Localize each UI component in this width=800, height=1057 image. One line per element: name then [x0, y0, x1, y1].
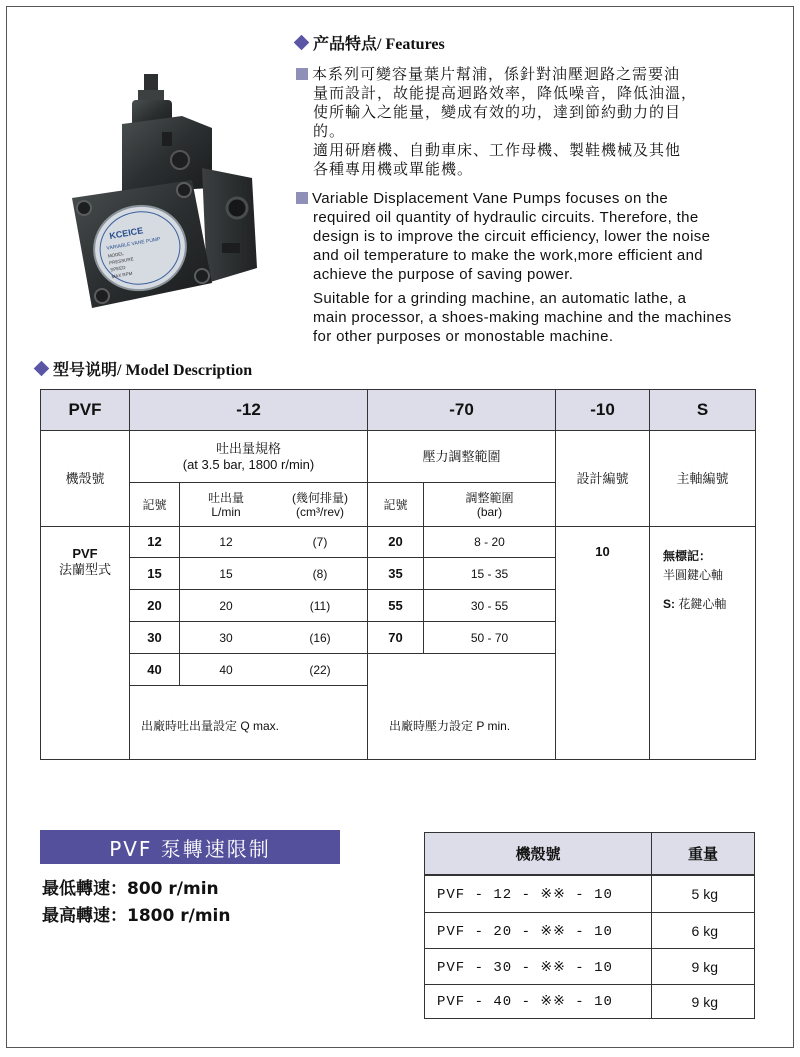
speed-max-value: 1800 r/min — [127, 906, 231, 926]
model-table — [40, 389, 756, 760]
model-heading — [36, 357, 252, 380]
flow-title-text: 吐出量規格 — [215, 441, 281, 456]
col-housing-title: 機殼號 — [65, 470, 105, 486]
features-cn-line: 使所輸入之能量，變成有效的功，達到節約動力的目 — [313, 103, 682, 121]
flow-unit: L/min — [211, 504, 241, 519]
pump-label-line4: SPEED — [109, 264, 126, 273]
disp-subheader — [273, 483, 367, 526]
pump-label-line1: VARIABLE VANE PUMP — [106, 236, 161, 252]
pressure-code-cell: 55 — [388, 597, 403, 613]
speed-max-label: 最高轉速： — [42, 906, 127, 926]
features-cn-line: 適用研磨機、自動車床、工作母機、製鞋機械及其他 — [313, 141, 682, 159]
pressure-code-cell: 70 — [388, 629, 403, 645]
speed-min-label: 最低轉速： — [42, 879, 127, 899]
weight-row-value: 6 kg — [691, 923, 718, 939]
flow-label: 吐出量 — [207, 490, 244, 505]
features-en-line: and oil temperature to make the work,more efficient and — [313, 247, 704, 264]
disp-value-cell: (16) — [309, 630, 331, 645]
shaft-options — [663, 547, 726, 614]
features-cn-line: 本系列可變容量葉片幫浦，係針對油壓迴路之需要油 — [312, 65, 681, 83]
flow-code-cell: 40 — [147, 661, 162, 677]
speed-banner: PVF 泵轉速限制 — [40, 830, 340, 864]
weight-row-model: PVF - 40 - ※※ - 10 — [437, 994, 613, 1010]
weight-row — [425, 949, 754, 985]
pump-label-line2: MODEL — [107, 250, 125, 259]
features-cn-line: 量而設計，故能提高迴路效率，降低噪音，降低油溫， — [313, 84, 698, 102]
features-en-line: achieve the purpose of saving power. — [313, 266, 574, 283]
pump-image — [62, 68, 272, 318]
features-en-line: required oil quantity of hydraulic circuits. Therefore, the — [313, 209, 699, 226]
pressure-code-cell: 20 — [388, 534, 403, 549]
range-subheader — [424, 483, 555, 526]
flow-value-cell: 30 — [219, 630, 233, 645]
design-no-cell: 10 — [595, 544, 610, 559]
pressure-code-subheader: 記號 — [383, 497, 408, 512]
shaft-none-label: 無標記： — [663, 549, 712, 563]
pressure-range-cell: 15 - 35 — [470, 566, 509, 581]
type-name: PVF — [72, 546, 98, 561]
flow-code-cell: 12 — [147, 534, 162, 549]
shaft-s-label: S: — [663, 597, 675, 611]
model-heading-en: / Model Description — [117, 362, 253, 379]
features-en-line: Suitable for a grinding machine, an automatic lathe, a — [313, 290, 687, 307]
diamond-bullet-icon — [34, 361, 50, 377]
speed-max — [42, 901, 230, 926]
header-flow-code: -12 — [236, 400, 261, 419]
flow-value-cell: 15 — [219, 566, 233, 581]
header-shaft: S — [696, 400, 709, 419]
disp-value-cell: (11) — [309, 598, 331, 613]
weight-row — [425, 876, 754, 912]
pressure-code-cell: 35 — [388, 565, 403, 581]
weight-row-value: 9 kg — [691, 993, 718, 1010]
header-pressure-code: -70 — [449, 400, 474, 419]
flow-value-cell: 12 — [219, 535, 233, 549]
features-cn-line: 各種專用機或單能機。 — [313, 160, 474, 178]
model-heading-cn: 型号说明 — [53, 362, 118, 379]
flow-code-cell: 15 — [147, 565, 162, 581]
weight-row-model: PVF - 20 - ※※ - 10 — [437, 923, 613, 940]
col-shaft-title: 主軸編號 — [676, 470, 729, 486]
flow-value-cell: 20 — [219, 598, 233, 613]
pressure-range-cell: 30 - 55 — [470, 598, 509, 613]
shaft-none-desc: 半圓鍵心軸 — [663, 568, 724, 582]
diamond-bullet-icon — [294, 35, 310, 51]
weight-row-model: PVF - 30 - ※※ - 10 — [437, 959, 613, 976]
shaft-s-desc: 花鍵心軸 — [678, 597, 727, 611]
col-pressure-title: 壓力調整範圍 — [422, 448, 501, 464]
features-cn-paragraph — [296, 65, 697, 179]
flow-title-sub: (at 3.5 bar, 1800 r/min) — [182, 457, 315, 472]
header-pvf: PVF — [68, 400, 102, 419]
features-cn-line: 的。 — [313, 122, 346, 140]
weight-row-model: PVF - 12 - ※※ - 10 — [437, 886, 613, 903]
flow-code-subheader: 記號 — [142, 497, 167, 512]
pressure-range-cell: 8 - 20 — [474, 535, 505, 549]
disp-value-cell: (7) — [312, 535, 328, 549]
type-desc: 法蘭型式 — [58, 562, 111, 577]
pump-brand-text: KCEICE — [108, 225, 144, 242]
flow-value-cell: 40 — [219, 662, 233, 677]
disp-label: (幾何排量) — [292, 490, 348, 505]
flow-code-cell: 20 — [147, 597, 162, 613]
col-flow-title — [130, 438, 367, 476]
flow-subheader — [180, 483, 272, 526]
pump-label-line3: PRESSURE — [108, 256, 134, 266]
weight-row-value: 5 kg — [691, 886, 718, 902]
col-design-title: 設計編號 — [576, 470, 629, 486]
features-en-paragraph — [296, 189, 732, 346]
features-en-line: main processor, a shoes-making machine and the machines — [313, 309, 732, 326]
header-design-no: -10 — [590, 400, 615, 419]
range-label: 調整範圍 — [465, 490, 514, 505]
weight-col-model: 機殼號 — [515, 845, 561, 863]
weight-row-value: 9 kg — [691, 959, 718, 975]
weight-row — [425, 913, 754, 949]
pump-label-line5: MAX RPM — [111, 270, 133, 280]
features-heading — [296, 31, 445, 54]
square-bullet-icon — [296, 192, 308, 204]
disp-unit: (cm³/rev) — [296, 504, 344, 519]
range-unit: (bar) — [476, 504, 503, 519]
type-cell — [41, 540, 129, 584]
square-bullet-icon — [296, 68, 308, 80]
speed-min-value: 800 r/min — [127, 879, 219, 899]
disp-value-cell: (8) — [312, 566, 328, 581]
flow-note: 出廠時吐出量設定 Q max. — [141, 719, 280, 733]
features-heading-cn: 产品特点 — [313, 36, 378, 53]
weight-col-weight: 重量 — [687, 845, 718, 863]
pressure-range-cell: 50 - 70 — [470, 630, 509, 645]
features-heading-en: / Features — [377, 36, 445, 53]
pressure-note: 出廠時壓力設定 P min. — [389, 719, 511, 733]
flow-code-cell: 30 — [147, 629, 162, 645]
speed-min — [42, 874, 219, 899]
features-en-line: design is to improve the circuit efficiency, lower the noise — [313, 228, 711, 245]
disp-value-cell: (22) — [309, 662, 331, 677]
features-en-line: Variable Displacement Vane Pumps focuses on the — [312, 190, 669, 207]
features-en-line: for other purposes or monostable machine. — [313, 328, 614, 345]
weight-table — [424, 832, 755, 1019]
weight-row — [425, 985, 754, 1018]
